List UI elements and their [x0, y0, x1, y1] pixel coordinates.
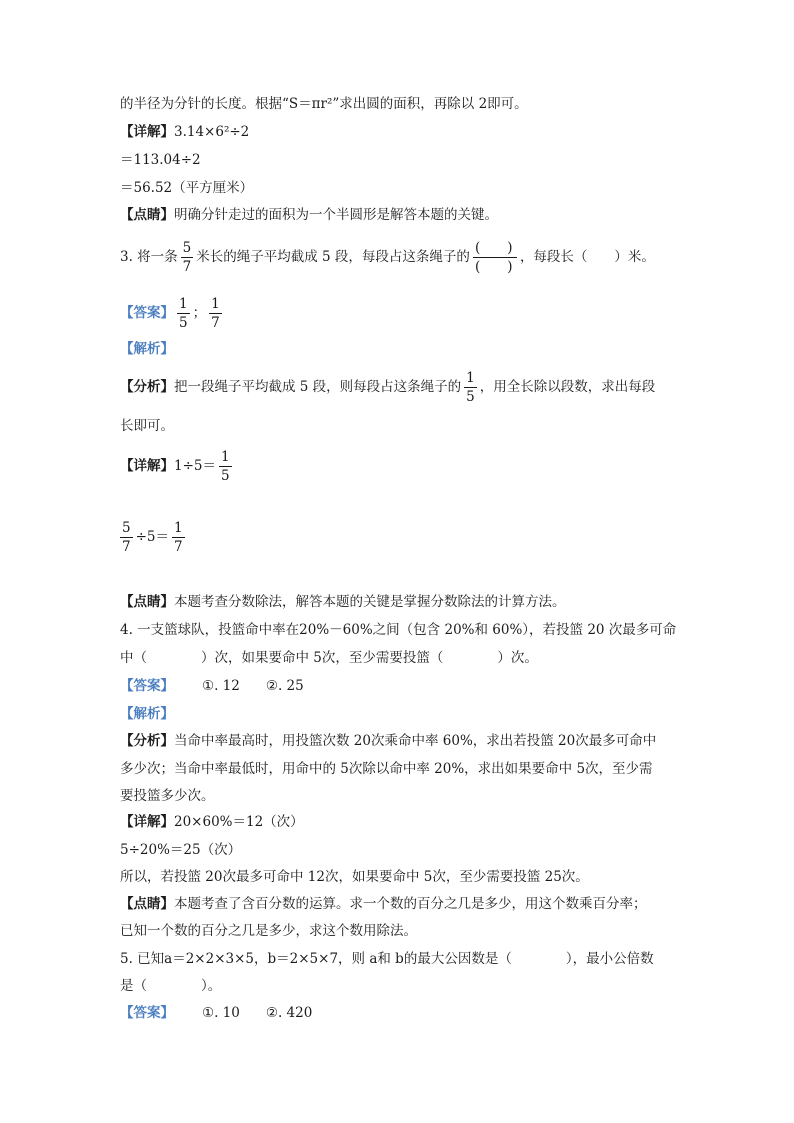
tip-label: 【点睛】: [120, 896, 174, 912]
answer-label: 【答案】: [120, 305, 174, 321]
blank-fraction: $\frac{( )}{( )}$: [473, 239, 517, 276]
answer-line: 【答案】 $\frac{1}{5}$ ； $\frac{1}{7}$: [120, 296, 220, 331]
detail-label: 【详解】: [120, 124, 174, 140]
calc-line: 5÷20%＝25（次）: [120, 842, 242, 858]
analysis-header: 【解析】: [120, 706, 174, 722]
question-3: [120, 238, 655, 276]
text-line: 的半径为分针的长度。根据“S＝πr²”求出圆的面积，再除以 2即可。: [120, 96, 528, 112]
answer-line: [120, 676, 304, 696]
answer-value: ②. 25: [265, 678, 304, 694]
fraction: $\frac{5}{7}$: [122, 520, 131, 555]
detail-line: [120, 122, 249, 142]
answer-label: 【答案】: [120, 678, 174, 694]
analysis-line: 【分析】把一段绳子平均截成 5 段，则每段占这条绳子的 $\frac{1}{5}$ ，用全长除以段数，求出每段: [120, 370, 656, 405]
question-text: 3. 将一条: [120, 249, 178, 265]
calc-line: ＝113.04÷2: [120, 152, 201, 168]
tip-line: 已知一个数的百分之几是多少，求这个数用除法。: [120, 923, 417, 939]
tip-line: 【点睛】本题考查分数除法，解答本题的关键是掌握分数除法的计算方法。: [120, 594, 566, 610]
detail-line: 【详解】1÷5＝ $\frac{1}{5}$: [120, 449, 230, 484]
detail-label: 【详解】: [120, 814, 174, 830]
tip-label: 【点睛】: [120, 594, 174, 610]
fraction: $\frac{1}{5}$: [466, 370, 475, 405]
analysis-line: 要投篮多少次。: [120, 788, 215, 804]
conclusion-line: 所以，若投篮 20次最多可命中 12次，如果要命中 5次，至少需要投篮 25次。: [120, 869, 589, 885]
analysis-label: 【分析】: [120, 733, 174, 749]
question-4-line: 4. 一支篮球队，投篮命中率在20%－60%之间（包含 20%和 60%），若投篮 20 次最多可命: [120, 622, 677, 638]
question-4-line: 中（ ）次，如果要命中 5次，至少需要投篮（ ）次。: [120, 650, 538, 666]
question-5-line: 是（ ）。: [120, 978, 222, 994]
question-text: 米长的绳子平均截成 5 段，每段占这条绳子的: [196, 249, 470, 265]
analysis-label: 【分析】: [120, 379, 174, 395]
answer-value: ①. 12: [202, 678, 240, 694]
answer-label: 【答案】: [120, 1005, 174, 1021]
tip-label: 【点睛】: [120, 207, 174, 223]
answer-value: ①. 10: [202, 1005, 240, 1021]
analysis-line: 多少次；当命中率最低时，用命中的 5次除以命中率 20%，求出如果要命中 5次，至少需: [120, 761, 653, 777]
answer-value: ②. 420: [265, 1005, 313, 1021]
analysis-header: 【解析】: [120, 341, 174, 357]
fraction: $\frac{1}{5}$: [179, 296, 188, 331]
calc-line: ＝56.52（平方厘米）: [120, 180, 254, 196]
fraction: $\frac{5}{7}$: [182, 240, 192, 275]
fraction: $\frac{1}{7}$: [211, 296, 220, 331]
calc-line: $\frac{5}{7}$ ÷5＝ $\frac{1}{7}$: [122, 520, 183, 555]
detail-line: 【详解】20×60%＝12（次）: [120, 814, 304, 830]
question-text: ，每段长（ ）米。: [519, 249, 655, 265]
answer-line: [120, 1003, 312, 1023]
tip-line: [120, 205, 498, 225]
fraction: $\frac{1}{5}$: [221, 449, 230, 484]
tip-line: 【点睛】本题考查了含百分数的运算。求一个数的百分之几是多少，用这个数乘百分率；: [120, 896, 647, 912]
analysis-line: 长即可。: [120, 418, 174, 434]
detail-label: 【详解】: [120, 458, 174, 474]
analysis-line: 【分析】当命中率最高时，用投篮次数 20次乘命中率 60%，求出若投篮 20次最多可命中: [120, 733, 657, 749]
fraction: $\frac{1}{7}$: [174, 520, 183, 555]
question-5-line: 5. 已知a＝2×2×3×5，b＝2×5×7，则 a和 b的最大公因数是（ ），最小公倍数: [120, 951, 654, 967]
tip-text: 明确分针走过的面积为一个半圆形是解答本题的关键。: [174, 207, 498, 223]
detail-text: 3.14×6²÷2: [174, 124, 250, 140]
